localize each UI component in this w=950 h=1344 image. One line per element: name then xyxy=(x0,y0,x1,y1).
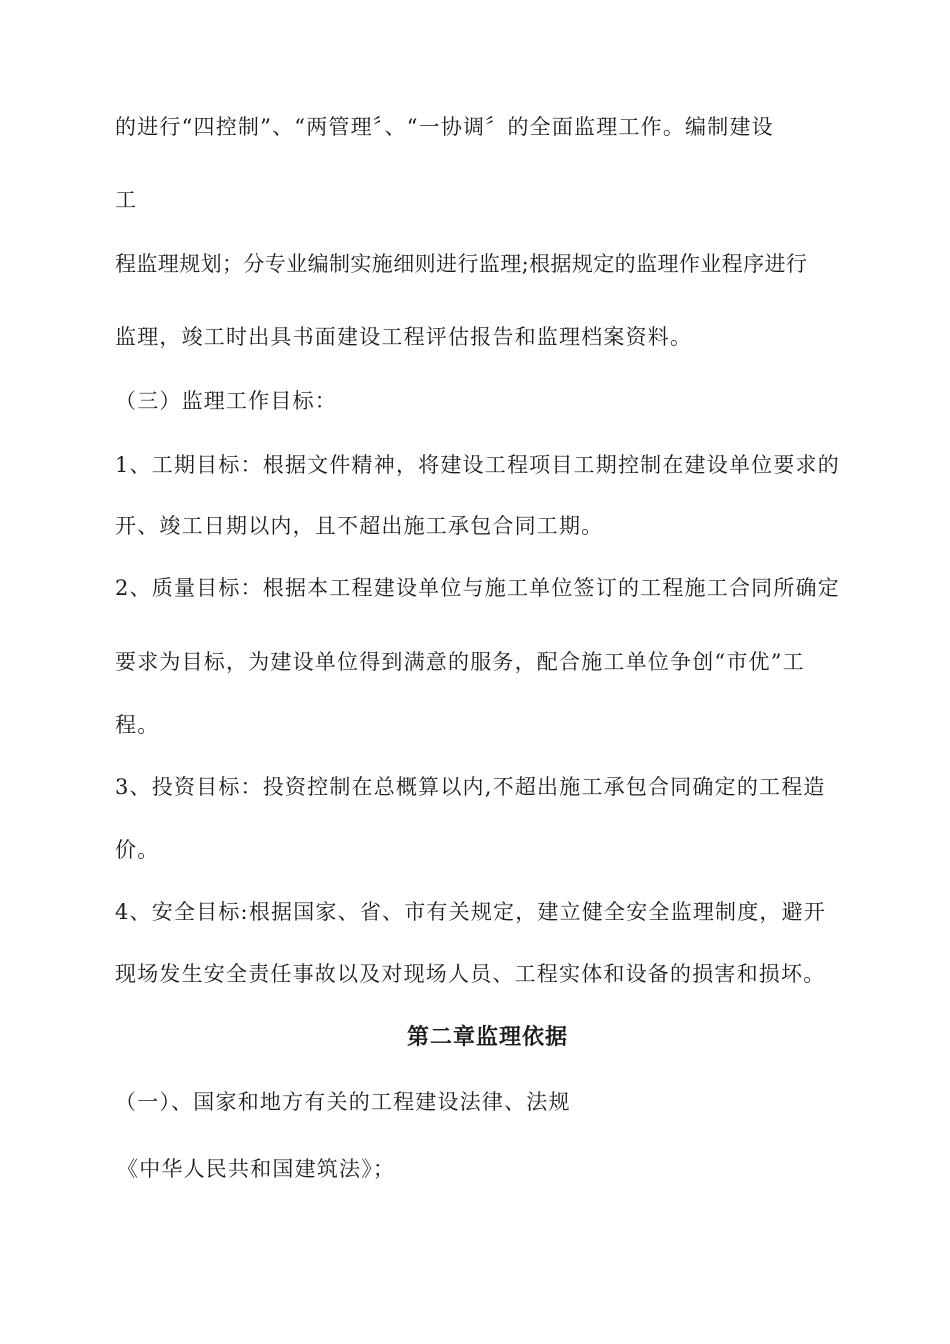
goal-investment-line-1: 3、投资目标：投资控制在总概算以内,不超出施工承包合同确定的工程造 xyxy=(115,775,826,799)
goal-quality-line-2: 要求为目标，为建设单位得到满意的服务，配合施工单位争创“市优”工 xyxy=(115,650,805,674)
chapter-title: 第二章监理依据 xyxy=(406,1025,568,1050)
section-heading-goals: （三）监理工作目标： xyxy=(115,389,337,413)
paragraph-line-1: 的进行“四控制”、“两管理〞、“一协调〞的全面监理工作。编制建设 xyxy=(115,115,774,139)
section-heading-laws: （一）、国家和地方有关的工程建设法律、法规 xyxy=(115,1090,571,1114)
goal-quality-line-1: 2、质量目标：根据本工程建设单位与施工单位签订的工程施工合同所确定 xyxy=(115,576,840,600)
paragraph-line-4: 监理，竣工时出具书面建设工程评估报告和监理档案资料。 xyxy=(115,325,693,349)
goal-safety-line-1: 4、安全目标:根据国家、省、市有关规定，建立健全安全监理制度，避开 xyxy=(115,900,827,924)
law-item: 《中华人民共和国建筑法》； xyxy=(117,1157,396,1181)
goal-schedule-line-1: 1、工期目标：根据文件精神，将建设工程项目工期控制在建设单位要求的 xyxy=(115,453,840,477)
goal-quality-line-3: 程。 xyxy=(115,713,160,737)
goal-investment-line-2: 价。 xyxy=(115,838,160,862)
goal-schedule-line-2: 开、竣工日期以内，且不超出施工承包合同工期。 xyxy=(115,514,604,538)
goal-safety-line-2: 现场发生安全责任事故以及对现场人员、工程实体和设备的损害和损坏。 xyxy=(115,962,826,986)
paragraph-line-3: 程监理规划；分专业编制实施细则进行监理;根据规定的监理作业程序进行 xyxy=(115,252,808,276)
paragraph-line-2: 工 xyxy=(115,188,138,212)
